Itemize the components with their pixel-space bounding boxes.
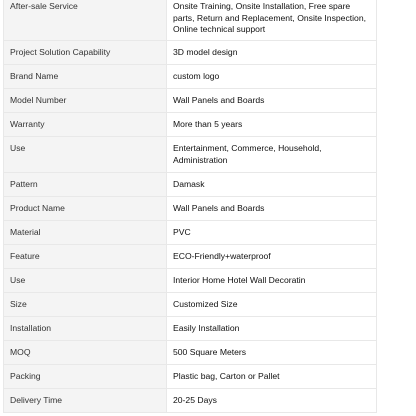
spec-value: Plastic bag, Carton or Pallet xyxy=(167,365,377,389)
spec-value: 500 Square Meters xyxy=(167,341,377,365)
spec-row-packing xyxy=(4,365,377,389)
spec-value: PVC xyxy=(167,221,377,245)
spec-label: Size xyxy=(4,293,167,317)
spec-label: Use xyxy=(4,269,167,293)
spec-label: Delivery Time xyxy=(4,389,167,413)
spec-value: Damask xyxy=(167,173,377,197)
spec-label: Model Number xyxy=(4,89,167,113)
spec-value: Wall Panels and Boards xyxy=(167,197,377,221)
spec-label: Warranty xyxy=(4,113,167,137)
spec-row-project-solution-capability xyxy=(4,41,377,65)
spec-value: custom logo xyxy=(167,65,377,89)
spec-row-after-sale-service xyxy=(4,0,377,41)
spec-row-use-interior xyxy=(4,269,377,293)
spec-value: Onsite Training, Onsite Installation, Free spare parts, Return and Replacement, Onsite Inspection, Online technical support xyxy=(167,0,377,41)
spec-row-material xyxy=(4,221,377,245)
spec-row-use xyxy=(4,137,377,173)
spec-label: After-sale Service xyxy=(4,0,167,41)
spec-value: ECO-Friendly+waterproof xyxy=(167,245,377,269)
spec-value: More than 5 years xyxy=(167,113,377,137)
spec-row-brand-name xyxy=(4,65,377,89)
spec-value: Easily Installation xyxy=(167,317,377,341)
spec-row-delivery-time xyxy=(4,389,377,413)
spec-label: MOQ xyxy=(4,341,167,365)
spec-label: Project Solution Capability xyxy=(4,41,167,65)
spec-label: Product Name xyxy=(4,197,167,221)
spec-label: Material xyxy=(4,221,167,245)
spec-value: Interior Home Hotel Wall Decoratin xyxy=(167,269,377,293)
spec-value: Wall Panels and Boards xyxy=(167,89,377,113)
spec-value: 20-25 Days xyxy=(167,389,377,413)
spec-row-pattern xyxy=(4,173,377,197)
spec-label: Installation xyxy=(4,317,167,341)
spec-row-moq xyxy=(4,341,377,365)
spec-row-installation xyxy=(4,317,377,341)
spec-value: 3D model design xyxy=(167,41,377,65)
spec-value: Customized Size xyxy=(167,293,377,317)
spec-label: Pattern xyxy=(4,173,167,197)
spec-label: Feature xyxy=(4,245,167,269)
spec-row-feature xyxy=(4,245,377,269)
spec-row-size xyxy=(4,293,377,317)
product-spec-table xyxy=(3,0,377,413)
spec-label: Packing xyxy=(4,365,167,389)
spec-label: Use xyxy=(4,137,167,173)
spec-row-model-number xyxy=(4,89,377,113)
spec-label: Brand Name xyxy=(4,65,167,89)
spec-row-warranty xyxy=(4,113,377,137)
spec-value: Entertainment, Commerce, Household, Administration xyxy=(167,137,377,173)
spec-row-product-name xyxy=(4,197,377,221)
